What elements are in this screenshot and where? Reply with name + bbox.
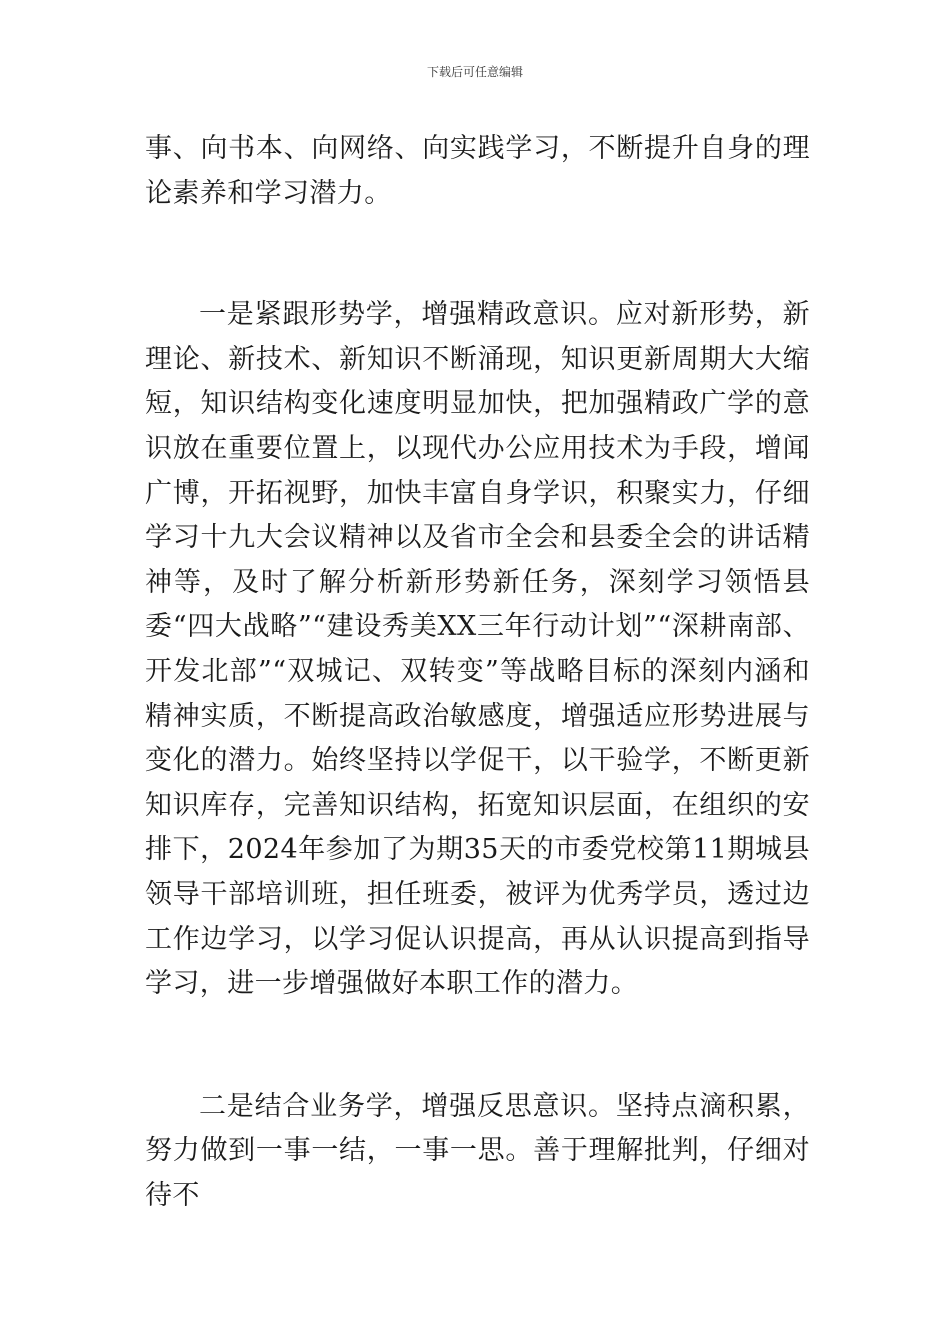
paragraph-gap [145,1007,810,1085]
page-header-note: 下载后可任意编辑 [426,65,523,79]
paragraph-continuation: 事、向书本、向网络、向实践学习，不断提升自身的理论素养和学习潜力。 [145,133,810,209]
paragraph-gap [145,216,810,293]
paragraph-business-study: 二是结合业务学，增强反思意识。坚持点滴积累，努力做到一事一结，一事一思。善于理解批判，仔细对待不 [145,1090,810,1211]
paragraph-situation-study: 一是紧跟形势学，增强精政意识。应对新形势，新理论、新技术、新知识不断涌现，知识更新周期大大缩短，知识结构变化速度明显加快，把加强精政广学的意识放在重要位置上，以现代办公应用技术为手段，增闻广博，开拓视野，加快丰富自身学识，积聚实力，仔细学习十九大会议精神以及省市全会和县委全会的讲话精神等，及时了解分析新形势新任务，深刻学习领悟县委“四大战略”“建设秀美XX三年行动计划”“深耕南部、开发北部”“双城记、双转变”等战略目标的深刻内涵和精神实质，不断提高政治敏感度，增强适应形势进展与变化的潜力。始终坚持以学促干，以干验学，不断更新知识库存，完善知识结构，拓宽知识层面，在组织的安排下，2024年参加了为期35天的市委党校第11期城县领导干部培训班，担任班委，被评为优秀学员，透过边工作边学习，以学习促认识提高，再从认识提高到指导学习，进一步增强做好本职工作的潜力。 [145,299,810,1000]
document-body [145,127,810,1218]
